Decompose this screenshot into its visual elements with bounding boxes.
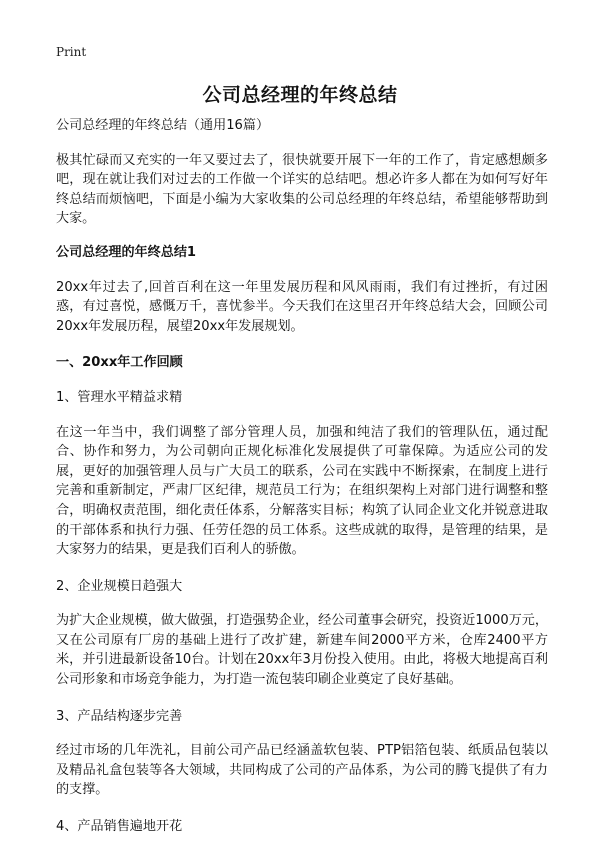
document-body [56,116,548,852]
print-label[interactable]: Print [56,45,87,59]
document-subtitle: 公司总经理的年终总结（通用16篇） [56,118,270,133]
item-paragraph: 在这一年当中，我们调整了部分管理人员，加强和纯洁了我们的管理队伍，通过配合、协作和努力，为公司朝向正规化标准化发展提供了可靠保障。为适应公司的发展，更好的加强管理人员与广大员工的联系，公司在实践中不断探索，在制度上进行完善和重新制定，严肃厂区纪律，规范员工行为；在组织架构上对部门进行调整和整合，明确权责范围，细化责任体系，分解落实目标；构筑了认同企业文化并锐意进取的干部体系和执行力强、任劳任怨的员工体系。这些成就的取得，是管理的结果，是大家努力的结果，更是我们百利人的骄傲。 [56,424,548,558]
item-heading: 2、企业规模日趋强大 [56,578,183,594]
item-heading: 3、产品结构逐步完善 [56,708,183,724]
page-title: 公司总经理的年终总结 [202,84,398,106]
intro-paragraph: 极其忙碌而又充实的一年又要过去了，很快就要开展下一年的工作了，肯定感想颇多吧，现在就让我们对过去的工作做一个详实的总结吧。想必许多人都在为如何写好年终总结而烦恼吧，下面是小编为大家收集的公司总经理的年终总结，希望能够帮助到大家。 [56,152,548,227]
section-paragraph: 20xx年过去了,回首百利在这一年里发展历程和风风雨雨，我们有过挫折，有过困惑，有过喜悦，感慨万千，喜忧参半。今天我们在这里召开年终总结大会，回顾公司20xx年发展历程，展望20xx年发展规划。 [56,279,548,334]
item-paragraph: 经过市场的几年洗礼，目前公司产品已经涵盖软包装、PTP铝箔包装、纸质品包装以及精品礼盒包装等各大领域，共同构成了公司的产品体系，为公司的腾飞提供了有力的支撑。 [56,743,548,798]
section-heading: 公司总经理的年终总结1 [56,244,197,260]
item-paragraph: 为扩大企业规模，做大做强，打造强势企业，经公司董事会研究，投资近1000万元，又在公司原有厂房的基础上进行了改扩建，新建车间2000平方米，仓库2400平方米，并引进最新设备10台。计划在20xx年3月份投入使用。由此，将极大地提高百利公司形象和市场竞争能力，为打造一流包装印刷企业奠定了良好基础。 [56,613,548,688]
part-heading: 一、20xx年工作回顾 [56,355,183,371]
item-heading: 1、管理水平精益求精 [56,389,183,405]
item-heading: 4、产品销售遍地开花 [56,819,183,835]
